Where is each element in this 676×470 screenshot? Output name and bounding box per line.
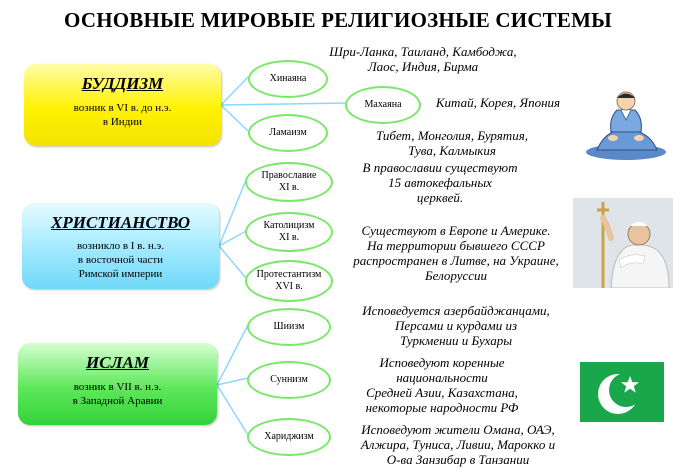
branch-protestantism: Протестантизм XVI в. [245,260,333,302]
desc-catholicism: Существуют в Европе и Америке. На территории бывшего СССР распространен в Литве, на Украине, Белоруссии [353,223,559,283]
islam-flag-icon [580,362,664,422]
religion-box-islam [18,343,217,425]
religion-box-christianity [22,203,219,289]
religion-box-buddhism [24,64,221,146]
connector-buddhism-lamaism [221,105,248,131]
desc-sunnism: Исповедуют коренные национальности Средней Азии, Казахстана, некоторые народности РФ [365,355,519,415]
desc-lamaism: Тибет, Монголия, Бурятия, Тува, Калмыкия [376,128,528,158]
religion-origin: возникло в I в. н.э. в восточной части Римской империи [77,240,164,280]
connector-islam-shiism [217,325,248,385]
branch-mahayana: Махаяна [345,86,421,124]
branch-hinayana: Хинаяна [248,60,328,98]
connector-christianity-catholicism [219,231,246,246]
connector-islam-kharijism [217,385,248,435]
desc-shiism: Исповедуется азербайджанцами, Персами и курдами из Туркмении и Бухары [362,303,550,348]
branch-catholicism: Католицизм XI в. [245,212,333,252]
connector-christianity-orthodoxy [219,180,246,246]
religion-origin: возник в VI в. до н.э. в Индии [73,102,172,128]
religion-name: БУДДИЗМ [81,74,164,93]
meditating-monk-icon [583,88,669,160]
branch-kharijism: Хариджизм [247,418,331,456]
desc-kharijism: Исповедуют жители Омана, ОАЭ, Алжира, Туниса, Ливии, Марокко и О-ва Занзибар в Танзании [360,422,556,467]
connector-christianity-protestantism [219,246,246,278]
desc-hinayana: Шри-Ланка, Таиланд, Камбоджа, Лаос, Индия, Бирма [329,44,517,74]
connector-islam-sunnism [217,378,248,385]
branch-lamaism: Ламаизм [248,114,328,152]
religion-origin: возник в VII в. н.э. в Западной Аравии [72,381,163,407]
desc-orthodoxy: В православии существуют 15 автокефальных церквей. [362,160,518,205]
connector-buddhism-mahayana [221,103,347,105]
desc-mahayana: Китай, Корея, Япония [435,95,561,110]
branch-sunnism: Суннизм [247,361,331,399]
page-title: ОСНОВНЫЕ МИРОВЫЕ РЕЛИГИОЗНЫЕ СИСТЕМЫ [64,8,612,32]
pope-icon [573,198,673,288]
branch-orthodoxy: Православие XI в. [245,162,333,202]
religion-name: ХРИСТИАНСТВО [51,213,190,232]
religion-name: ИСЛАМ [86,353,149,372]
branch-shiism: Шиизм [247,308,331,346]
connector-buddhism-hinayana [221,77,248,105]
